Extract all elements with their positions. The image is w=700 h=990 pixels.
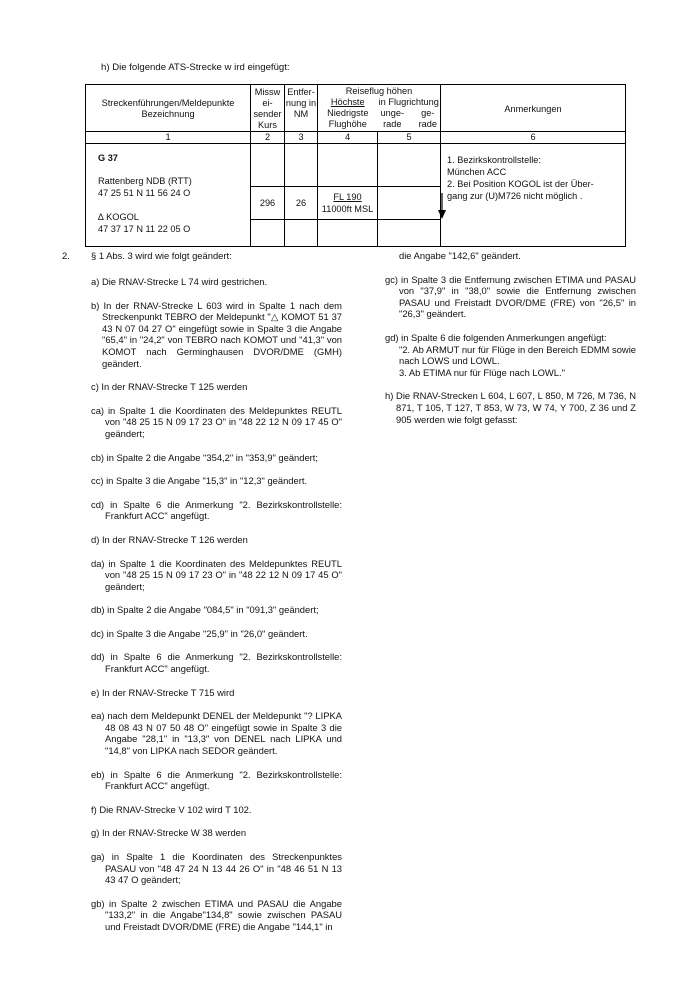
- right-column: [385, 250, 636, 437]
- col-number: 4: [318, 132, 378, 144]
- direction-cell: [378, 187, 441, 220]
- col-number: 3: [285, 132, 318, 144]
- amendment-item: d) In der RNAV-Strecke T 126 werden: [91, 533, 248, 545]
- header-route: Streckenführungen/Meldepunkte Bezeichnung: [86, 85, 251, 132]
- header-odd: ge- rade: [418, 108, 437, 129]
- amendment-item: 3. Ab ETIMA nur für Flüge nach LOWL.": [399, 366, 565, 378]
- amendment-item: c) In der RNAV-Strecke T 125 werden: [91, 381, 248, 393]
- amendment-item: dd) in Spalte 6 die Anmerkung "2. Bezirkskontrollstelle: Frankfurt ACC" angefügt.: [91, 651, 342, 675]
- amendment-item: h) Die RNAV-Strecken L 604, L 607, L 850, M 726, M 736, N 871, T 105, T 127, T 853, W 73, W 74, Y 700, Z 36 und Z 905 werden wie folgt gefasst:: [385, 390, 636, 425]
- track-value: 296: [251, 187, 285, 220]
- header-track: Missw ei- sender Kurs: [251, 85, 285, 132]
- amendment-item: cb) in Spalte 2 die Angabe "354,2" in "353,9" geändert;: [91, 451, 319, 463]
- header-cruise-levels: [318, 85, 441, 132]
- remark-line: gang zur (U)M726 nicht möglich .: [447, 191, 583, 201]
- amendment-item: a) Die RNAV-Strecke L 74 wird gestrichen.: [91, 276, 268, 287]
- header-highest: Höchste: [330, 97, 365, 107]
- col-number: 1: [86, 132, 251, 144]
- amendment-item: gc) in Spalte 3 die Entfernung zwischen ETIMA und PASAU von "37,9" in "38,0" sowie die Entfernung zwischen PASAU und Freistadt DVOR/DME (FRE) von "26,5" in "26,3" geändert.: [385, 273, 636, 320]
- amendment-item: gd) in Spalte 6 die folgenden Anmerkungen angefügt:: [385, 331, 607, 343]
- point-1-coord: 47 25 51 N 11 56 24 O: [98, 188, 191, 198]
- amendment-item: f) Die RNAV-Strecke V 102 wird T 102.: [91, 803, 252, 815]
- route-cell: [86, 144, 251, 247]
- amendment-item: gb) in Spalte 2 zwischen ETIMA und PASAU die Angabe "133,2" in die Angabe"134,8" sowie zwischen PASAU und Freistadt DVOR/DME (FRE) die Angabe "144,1" in: [91, 897, 342, 932]
- down-arrow-icon: [438, 193, 446, 219]
- amendment-item: ea) nach dem Meldepunkt DENEL der Meldepunkt "? LIPKA 48 08 43 N 07 50 48 O" eingefügt sowie in Spalte 3 die Angabe "28,1" in "13,3" von DENEL nach LIPKA und "14,8" von LIPKA nach SEDOR geändert.: [91, 710, 342, 757]
- route-designator: G 37: [98, 153, 118, 163]
- point-2-coord: 47 37 17 N 11 22 05 O: [98, 224, 191, 234]
- section-number: 2.: [62, 250, 70, 261]
- header-direction: in Flugrichtung: [378, 97, 439, 107]
- amendment-item: cc) in Spalte 3 die Angabe "15,3" in "12,3" geändert.: [91, 475, 308, 487]
- amendment-item: "2. Ab ARMUT nur für Flüge in den Bereich EDMM sowie nach LOWS und LOWL.: [399, 343, 636, 367]
- lower-level: 11000ft MSL: [321, 204, 374, 215]
- amendment-item: cd) in Spalte 6 die Anmerkung "2. Bezirkskontrollstelle: Frankfurt ACC" angefügt.: [91, 498, 342, 522]
- intro-text: h) Die folgende ATS-Strecke w ird eingefügt:: [101, 62, 290, 73]
- header-distance: Entfer- nung in NM: [285, 85, 318, 132]
- remarks-cell: [441, 144, 626, 247]
- distance-value: 26: [285, 187, 318, 220]
- point-2-name: ∆ KOGOL: [98, 212, 139, 222]
- column-number-row: [86, 132, 626, 144]
- amendment-item: ga) in Spalte 1 die Koordinaten des Streckenpunktes PASAU von "48 47 24 N 13 44 26 O" in "48 46 51 N 13 43 47 O geändert;: [91, 851, 342, 886]
- left-column: [91, 276, 342, 945]
- amendment-item: die Angabe "142,6" geändert.: [399, 250, 521, 261]
- col-number: 5: [378, 132, 441, 144]
- header-even: unge- rade: [380, 108, 405, 129]
- header-cruise: Reiseflug höhen: [345, 86, 413, 96]
- amendment-item: dc) in Spalte 3 die Angabe "25,9" in "26,0" geändert.: [91, 627, 308, 639]
- amendment-item: db) in Spalte 2 die Angabe "084,5" in "091,3" geändert;: [91, 604, 319, 616]
- levels-cell: [318, 187, 378, 220]
- col-number: 2: [251, 132, 285, 144]
- remark-line: München ACC: [447, 167, 507, 177]
- col-number: 6: [441, 132, 626, 144]
- ats-route-table: [85, 84, 626, 247]
- header-lowest: Niedrigste Flughöhe: [327, 108, 369, 129]
- remark-line: 2. Bei Position KOGOL ist der Über-: [447, 179, 594, 189]
- section-title: § 1 Abs. 3 wird wie folgt geändert:: [91, 250, 232, 261]
- amendment-item: e) In der RNAV-Strecke T 715 wird: [91, 686, 235, 698]
- amendment-item: da) in Spalte 1 die Koordinaten des Meldepunktes REUTL von "48 25 15 N 09 17 23 O" in "48 22 12 N 09 17 45 O" geändert;: [91, 557, 342, 592]
- amendment-item: eb) in Spalte 6 die Anmerkung "2. Bezirkskontrollstelle: Frankfurt ACC" angefügt.: [91, 768, 342, 792]
- amendment-item: ca) in Spalte 1 die Koordinaten des Meldepunktes REUTL von "48 25 15 N 09 17 23 O" in "48 22 12 N 09 17 45 O" geändert;: [91, 404, 342, 439]
- upper-level: FL 190: [333, 192, 362, 203]
- header-remarks: Anmerkungen: [441, 85, 626, 132]
- amendment-item: b) In der RNAV-Strecke L 603 wird in Spalte 1 nach dem Streckenpunkt TEBRO der Meldepunkt "△ KOMOT 51 37 43 N 07 04 27 O" eingefügt sowie in Spalte 3 die Angabe "65,4" in "24,2" von TEBRO nach KOMOT und "41,3" von KOMOT nach Germinghausen DVOR/DME (GMH) geändert.: [91, 299, 342, 369]
- point-1-name: Rattenberg NDB (RTT): [98, 176, 192, 186]
- remark-line: 1. Bezirkskontrollstelle:: [447, 155, 541, 165]
- amendment-item: g) In der RNAV-Strecke W 38 werden: [91, 827, 247, 839]
